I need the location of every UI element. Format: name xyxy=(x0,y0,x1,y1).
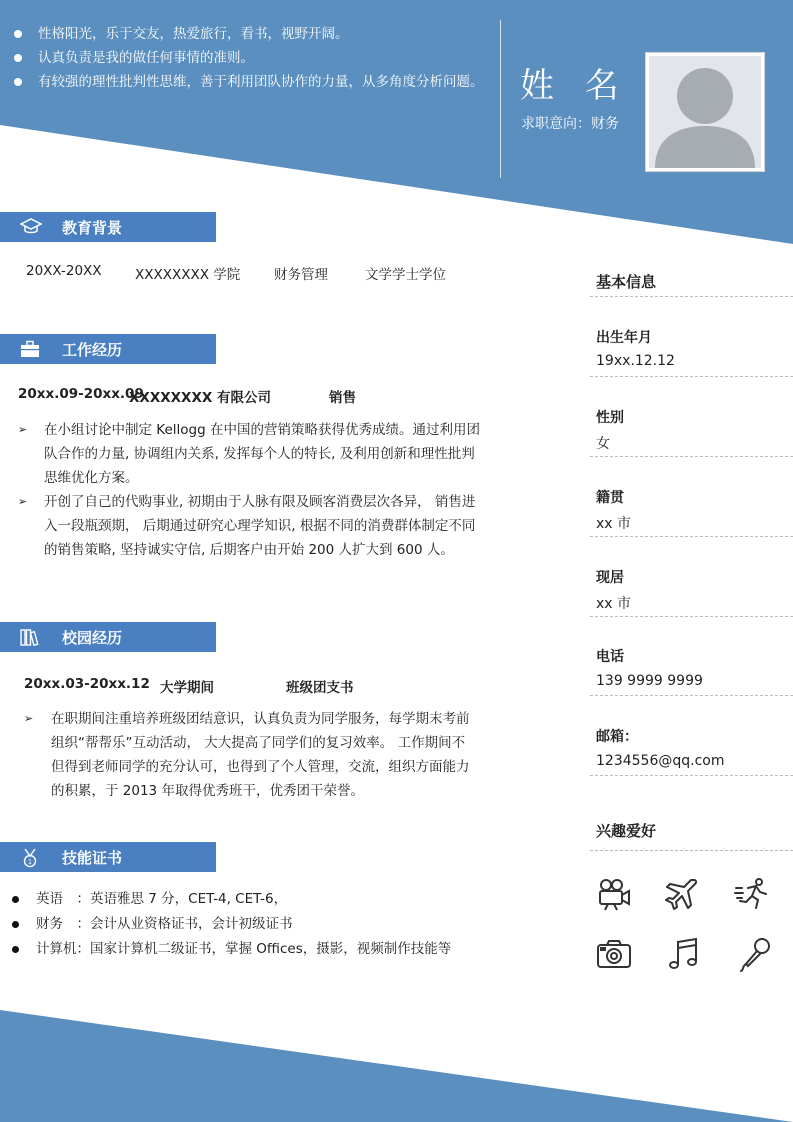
footer-band xyxy=(0,1010,793,1122)
job-intent: 求职意向：财务 xyxy=(521,116,619,132)
skills-list xyxy=(10,887,451,962)
divider xyxy=(590,850,793,851)
section-title: 技能证书 xyxy=(62,849,123,867)
divider xyxy=(590,456,793,457)
skill-item: 财务 ：会计从业资格证书，会计初级证书 xyxy=(10,912,451,937)
header-bullets xyxy=(12,22,487,94)
work-role: 销售 xyxy=(329,390,356,406)
section-title: 校园经历 xyxy=(62,629,123,647)
hobbies-title: 兴趣爱好 xyxy=(596,822,657,840)
briefcase-icon xyxy=(20,340,40,358)
education-major: 财务管理 xyxy=(274,267,328,283)
header-bullet: 性格阳光，乐于交友，热爱旅行，看书，视野开阔。 xyxy=(12,22,487,46)
arrow-bullet-icon: ➢ xyxy=(18,495,28,508)
campus-role: 班级团支书 xyxy=(286,680,354,696)
candidate-name: 姓 名 xyxy=(520,66,629,106)
divider xyxy=(590,775,793,776)
divider xyxy=(590,536,793,537)
campus-period: 20xx.03-20xx.12 xyxy=(24,676,150,692)
list-item: ➢ 开创了自己的代购事业, 初期由于人脉有限及顾客消费层次各异， 销售进入一段瓶颈期， 后期通过研究心理学知识, 根据不同的消费群体制定不同的销售策略, 坚持诚实守信, 后期客户由开始 200 人扩大到 600 人。 xyxy=(18,494,476,558)
music-note-icon xyxy=(666,936,702,972)
work-period: 20xx.09-20xx.09 xyxy=(18,386,144,402)
phone-label: 电话 xyxy=(596,649,624,665)
running-icon xyxy=(734,876,770,912)
birth-value: 19xx.12.12 xyxy=(596,353,675,369)
svg-text:1: 1 xyxy=(28,859,32,866)
medal-icon xyxy=(20,848,40,866)
header-bullet: 认真负责是我的做任何事情的准则。 xyxy=(12,46,487,70)
skill-item: 英语 ：英语雅思 7 分，CET-4, CET-6， xyxy=(10,887,451,912)
airplane-icon xyxy=(664,876,700,912)
skill-item: 计算机：国家计算机二级证书，掌握 Offices，摄影，视频制作技能等 xyxy=(10,937,451,962)
arrow-bullet-icon: ➢ xyxy=(18,423,28,436)
gender-label: 性别 xyxy=(596,410,624,426)
header-divider xyxy=(500,20,501,178)
books-icon xyxy=(20,628,40,646)
phone-value: 139 9999 9999 xyxy=(596,673,703,689)
residence-label: 现居 xyxy=(596,570,624,586)
residence-value: xx 市 xyxy=(596,596,632,612)
graduation-cap-icon xyxy=(20,218,40,236)
email-value: 1234556@qq.com xyxy=(596,753,725,769)
birth-label: 出生年月 xyxy=(596,330,652,346)
section-header-campus xyxy=(0,622,216,652)
section-header-education xyxy=(0,212,216,242)
divider xyxy=(590,296,793,297)
divider xyxy=(590,376,793,377)
campus-org: 大学期间 xyxy=(160,680,214,696)
divider xyxy=(590,616,793,617)
gender-value: 女 xyxy=(596,436,610,452)
video-camera-icon xyxy=(596,876,632,912)
section-title: 教育背景 xyxy=(62,219,123,237)
section-header-skills xyxy=(0,842,216,872)
campus-items xyxy=(24,707,476,803)
header-bullet: 有较强的理性批判性思维，善于利用团队协作的力量，从多角度分析问题。 xyxy=(12,70,487,94)
profile-photo[interactable] xyxy=(645,52,765,172)
avatar-placeholder-icon xyxy=(649,56,761,168)
origin-label: 籍贯 xyxy=(596,490,624,506)
section-header-work xyxy=(0,334,216,364)
basic-info-title: 基本信息 xyxy=(596,273,657,291)
education-years: 20XX-20XX xyxy=(26,263,102,279)
work-company: XXXXXXXX 有限公司 xyxy=(129,390,271,406)
email-label: 邮箱： xyxy=(596,729,638,745)
work-items xyxy=(18,418,484,562)
origin-value: xx 市 xyxy=(596,516,632,532)
education-degree: 文学学士学位 xyxy=(365,267,446,283)
list-item: ➢ 在小组讨论中制定 Kellogg 在中国的营销策略获得优秀成绩。通过利用团队合作的力量, 协调组内关系, 发挥每个人的特长, 及利用创新和理性批判思维优化方案。 xyxy=(18,422,480,486)
education-school: XXXXXXXX 学院 xyxy=(135,267,241,283)
microphone-icon xyxy=(738,936,774,972)
divider xyxy=(590,695,793,696)
arrow-bullet-icon: ➢ xyxy=(24,712,34,725)
camera-icon xyxy=(596,936,632,972)
list-item: ➢ 在职期间注重培养班级团结意识，认真负责为同学服务，每学期末考前组织“帮帮乐”互动活动， 大大提高了同学们的复习效率。 工作期间不但得到老师同学的充分认可，也得到了个人管理，交流，组织方面能力的积累，于 2013 年取得优秀班干，优秀团干荣誉。 xyxy=(24,711,470,799)
section-title: 工作经历 xyxy=(62,341,123,359)
